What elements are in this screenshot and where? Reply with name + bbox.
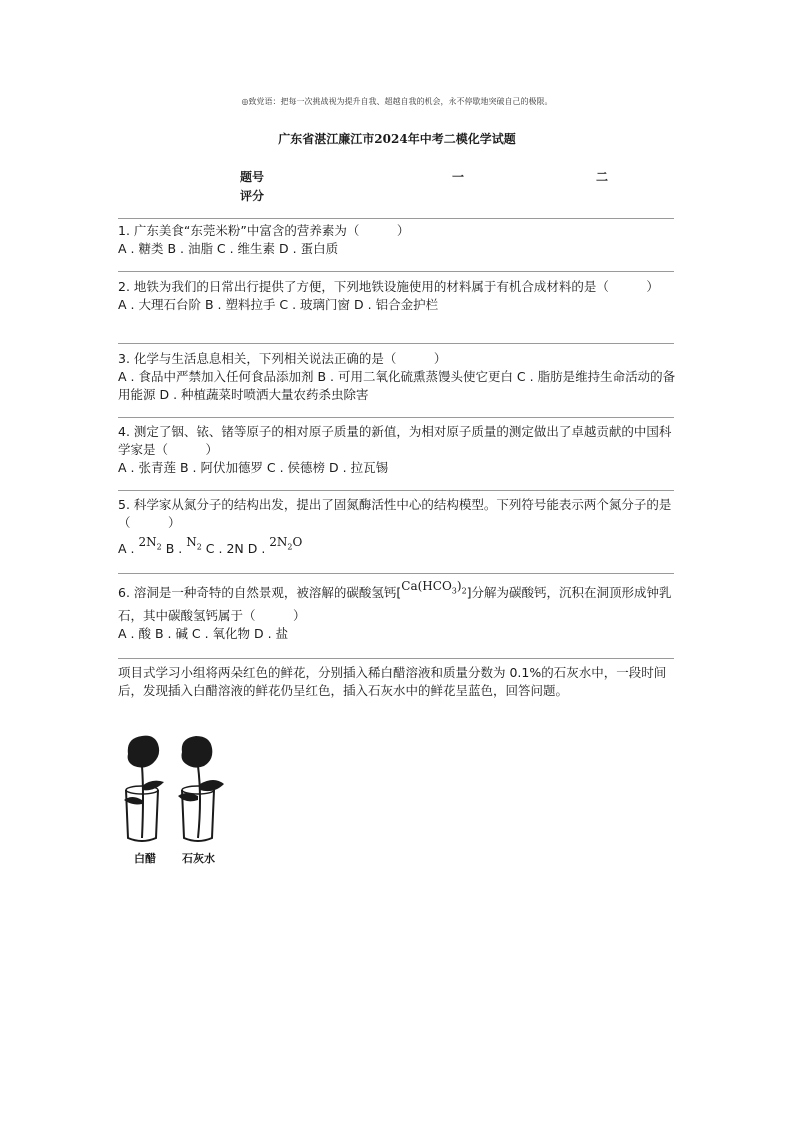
question-stem: 4. 测定了铟、铱、锗等原子的相对原子质量的新值，为相对原子质量的测定做出了卓越贡献的中国科学家是（ ） [118, 424, 672, 457]
question-stem: 5. 科学家从氮分子的结构出发，提出了固氮酶活性中心的结构模型。下列符号能表示两个氮分子的是（ ） [118, 497, 672, 530]
divider [118, 343, 674, 344]
formula-text: O [292, 535, 303, 549]
score-table-cell: 二 [596, 170, 609, 184]
flower-experiment-figure [118, 734, 238, 866]
score-table-row [240, 187, 660, 206]
question-4 [118, 423, 678, 477]
divider [118, 417, 674, 418]
question-options: A . 食品中严禁加入任何食品添加剂 B . 可用二氧化硫熏蒸馒头使它更白 C . 脂肪是维持生命活动的备用能源 D . 种植蔬菜时喷洒大量农药杀虫除害 [118, 369, 676, 402]
figure-label-limewater: 石灰水 [182, 852, 215, 865]
formula-text: Ca(HCO [401, 579, 452, 593]
reading-passage: 项目式学习小组将两朵红色的鲜花，分别插入稀白醋溶液和质量分数为 0.1%的石灰水中，一段时间后，发现插入白醋溶液的鲜花仍呈红色，插入石灰水中的鲜花呈蓝色，回答问题。 [118, 665, 667, 698]
exam-title: 广东省湛江廉江市2024年中考二模化学试题 [278, 132, 516, 146]
question-1 [118, 222, 678, 258]
question-stem-text: 6. 溶洞是一种奇特的自然景观，被溶解的碳酸氢钙[ [118, 585, 402, 600]
formula-option-a [138, 535, 162, 552]
question-stem-text: ]分解为碳酸钙，沉积在洞顶形成钟乳石，其中碳酸氢钙属于（ ） [118, 585, 672, 624]
divider [118, 658, 674, 659]
flower-experiment-illustration [118, 734, 238, 850]
formula-subscript: 2 [156, 542, 162, 552]
formula-subscript: 3 [451, 586, 457, 596]
option-label: C . 2N D . [205, 541, 266, 556]
header-motto: ◎致党语：把每一次挑战视为提升自我、超越自我的机会，永不停歇地突破自己的极限。 [241, 97, 553, 106]
question-stem: 1. 广东美食“东莞米粉”中富含的营养素为（ ） [118, 223, 410, 238]
score-table-cell: 一 [452, 170, 465, 184]
question-options: A . 大理石台阶 B . 塑料拉手 C . 玻璃门窗 D . 铝合金护栏 [118, 297, 439, 312]
question-2 [118, 278, 678, 314]
question-stem: 3. 化学与生活息息相关，下列相关说法正确的是（ ） [118, 351, 447, 366]
formula-calcium-bicarbonate [401, 579, 467, 596]
divider [118, 573, 674, 574]
formula-subscript: 2 [196, 542, 202, 552]
question-options: A . 张青莲 B . 阿伏加德罗 C . 侯德榜 D . 拉瓦锡 [118, 460, 389, 475]
score-table [240, 168, 660, 206]
formula-text: 2N [269, 535, 288, 549]
formula-subscript: 2 [461, 586, 467, 596]
question-options: A . 酸 B . 碱 C . 氧化物 D . 盐 [118, 626, 289, 642]
question-options [118, 535, 678, 563]
question-stem [118, 579, 678, 625]
formula-text: 2N [138, 535, 157, 549]
question-5 [118, 496, 678, 563]
divider [118, 218, 674, 219]
option-label: A . [118, 541, 135, 556]
question-6 [118, 579, 678, 643]
score-table-row [240, 168, 660, 187]
option-label: B . [165, 541, 183, 556]
question-3 [118, 350, 678, 404]
formula-text: N [186, 535, 197, 549]
formula-option-d [269, 535, 303, 552]
score-table-cell: 题号 [240, 170, 265, 184]
divider [118, 490, 674, 491]
divider [118, 271, 674, 272]
formula-text: ) [456, 579, 462, 593]
figure-label-vinegar: 白醋 [134, 852, 156, 865]
question-options: A . 糖类 B . 油脂 C . 维生素 D . 蛋白质 [118, 241, 339, 256]
score-table-cell: 评分 [240, 189, 265, 203]
formula-subscript: 2 [287, 542, 293, 552]
question-stem: 2. 地铁为我们的日常出行提供了方便，下列地铁设施使用的材料属于有机合成材料的是（ ） [118, 279, 659, 294]
formula-option-b [186, 535, 202, 552]
